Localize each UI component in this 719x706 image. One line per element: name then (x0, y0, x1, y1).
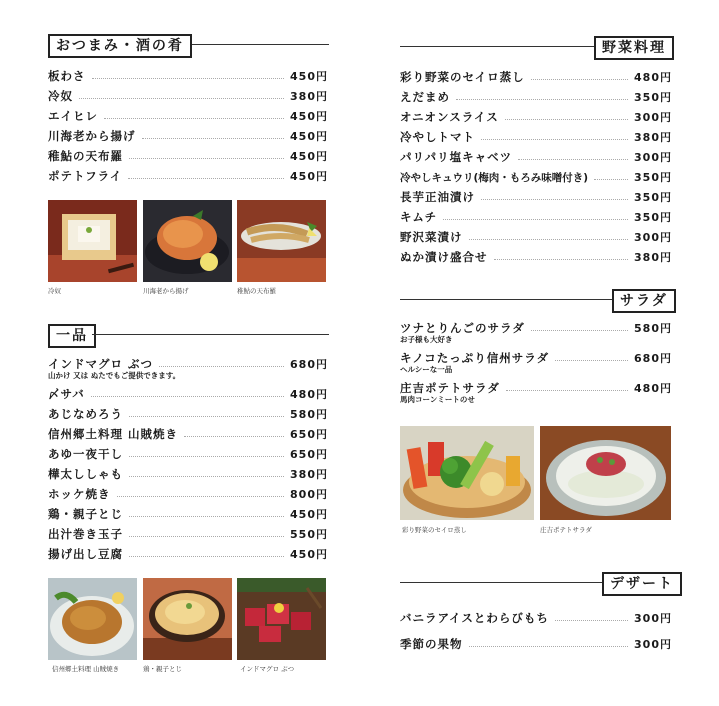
item-price: 650円 (290, 448, 328, 461)
dot-leader (531, 79, 628, 80)
photo-caption: 信州郷土料理 山賊焼き (52, 665, 120, 673)
menu-item (48, 464, 328, 484)
ippin-menu (48, 354, 328, 564)
item-price: 380円 (634, 251, 672, 264)
dot-leader (481, 199, 628, 200)
dot-leader (117, 496, 285, 497)
item-name: ぬか漬け盛合せ (400, 250, 488, 264)
item-name: ツナとりんごのサラダ (400, 321, 525, 335)
item-price: 350円 (634, 171, 672, 184)
item-price: 680円 (634, 352, 672, 365)
photo-caption: 庄吉ポテトサラダ (540, 526, 592, 534)
item-price: 800円 (290, 488, 328, 501)
menu-item (400, 187, 672, 207)
item-name: 野沢菜漬け (400, 230, 463, 244)
menu-item (400, 67, 672, 87)
dot-leader (456, 99, 628, 100)
photo-maguro-butsu (237, 578, 326, 660)
dot-leader (531, 330, 628, 331)
menu-item (48, 404, 328, 424)
item-name: キノコたっぷり信州サラダ (400, 351, 550, 365)
item-name: えだまめ (400, 90, 450, 104)
item-name: 出汁巻き玉子 (48, 527, 123, 541)
item-price: 450円 (290, 70, 328, 83)
dot-leader (506, 390, 628, 391)
yasai-menu (400, 67, 672, 267)
item-price: 450円 (290, 130, 328, 143)
section-title-otsumami: おつまみ・酒の肴 (48, 34, 192, 58)
dot-leader (555, 360, 628, 361)
menu-item (48, 484, 328, 504)
item-name: 板わさ (48, 69, 86, 83)
section-rule-otsumami (192, 44, 329, 45)
dot-leader (494, 259, 629, 260)
item-price: 680円 (290, 358, 328, 371)
item-name: ポテトフライ (48, 169, 123, 183)
item-name: 信州郷土料理 山賊焼き (48, 427, 179, 441)
item-name: 鶏・親子とじ (48, 507, 123, 521)
menu-item (48, 126, 328, 146)
dot-leader (184, 436, 284, 437)
item-price: 480円 (634, 71, 672, 84)
item-price: 580円 (290, 408, 328, 421)
photo-caption: 稚鮎の天布羅 (237, 287, 276, 295)
item-note: お子様も大好き (400, 335, 453, 344)
menu-item (48, 354, 328, 384)
item-name: 季節の果物 (400, 637, 463, 651)
item-note: ヘルシーな一品 (400, 365, 453, 374)
item-name: ホッケ焼き (48, 487, 111, 501)
dot-leader (129, 158, 284, 159)
dot-leader (128, 178, 284, 179)
menu-item (400, 631, 672, 657)
item-name: バニラアイスとわらびもち (400, 611, 549, 625)
item-price: 300円 (634, 111, 672, 124)
dot-leader (129, 536, 284, 537)
item-price: 580円 (634, 322, 672, 335)
dot-leader (104, 118, 284, 119)
menu-item (48, 444, 328, 464)
menu-item (48, 166, 328, 186)
photo-ayu-tempura (237, 200, 326, 282)
menu-item (48, 86, 328, 106)
item-price: 480円 (290, 388, 328, 401)
menu-item (400, 127, 672, 147)
dot-leader (159, 366, 284, 367)
section-rule-ippin (92, 334, 329, 335)
item-name: インドマグロ ぶつ (48, 357, 154, 371)
dot-leader (91, 396, 284, 397)
menu-item (400, 227, 672, 247)
menu-item (48, 384, 328, 404)
item-price: 450円 (290, 110, 328, 123)
item-name: 庄吉ポテトサラダ (400, 381, 500, 395)
item-price: 550円 (290, 528, 328, 541)
item-name: 〆サバ (48, 387, 85, 401)
dot-leader (443, 219, 628, 220)
section-rule-salad (400, 299, 612, 300)
item-price: 300円 (634, 151, 672, 164)
menu-item (48, 146, 328, 166)
otsumami-menu (48, 66, 328, 186)
item-note: 馬肉コーンミートのせ (400, 395, 475, 404)
item-price: 380円 (290, 90, 328, 103)
photo-hiyayakko (48, 200, 137, 282)
dot-leader (129, 476, 284, 477)
item-price: 650円 (290, 428, 328, 441)
item-note: 山かけ 又は ぬたでもご提供できます。 (48, 371, 181, 380)
dot-leader (594, 179, 628, 180)
dot-leader (129, 556, 284, 557)
menu-item (48, 544, 328, 564)
dot-leader (129, 516, 284, 517)
item-price: 350円 (634, 191, 672, 204)
photo-caption: インドマグロ ぶつ (240, 665, 295, 673)
item-name: キムチ (400, 210, 438, 224)
section-title-ippin: 一品 (48, 324, 96, 348)
item-name: あゆ一夜干し (48, 447, 123, 461)
menu-item (400, 318, 672, 348)
menu-item (400, 107, 672, 127)
menu-item (400, 167, 672, 187)
item-price: 350円 (634, 91, 672, 104)
dot-leader (142, 138, 285, 139)
item-name: 揚げ出し豆腐 (48, 547, 123, 561)
item-name: 冷やしトマト (400, 130, 475, 144)
dessert-menu (400, 605, 672, 657)
dot-leader (79, 98, 284, 99)
section-title-salad: サラダ (612, 289, 676, 313)
photo-caption: 鶏・親子とじ (143, 665, 182, 673)
menu-item (48, 66, 328, 86)
salad-menu (400, 318, 672, 408)
photo-caption: 彩り野菜のセイロ蒸し (402, 526, 467, 534)
menu-item (400, 87, 672, 107)
item-name: パリパリ塩キャベツ (400, 150, 513, 164)
item-name: 川海老から揚げ (48, 129, 136, 143)
menu-item (400, 378, 672, 408)
item-name: あじなめろう (48, 407, 123, 421)
item-name: 長芋正油漬け (400, 190, 475, 204)
dot-leader (129, 416, 284, 417)
item-name: 冷奴 (48, 89, 73, 103)
menu-item (400, 247, 672, 267)
photo-sanzokuyaki (48, 578, 137, 660)
menu-item (400, 605, 672, 631)
photo-kawaebi (143, 200, 232, 282)
item-price: 350円 (634, 211, 672, 224)
section-rule-yasai (400, 46, 594, 47)
item-price: 480円 (634, 382, 672, 395)
section-title-dessert: デザート (602, 572, 682, 596)
item-price: 450円 (290, 170, 328, 183)
dot-leader (469, 646, 629, 647)
item-name: 稚鮎の天布羅 (48, 149, 123, 163)
item-price: 300円 (634, 231, 672, 244)
item-price: 380円 (634, 131, 672, 144)
photo-caption: 川海老から揚げ (143, 287, 189, 295)
menu-item (48, 106, 328, 126)
dot-leader (92, 78, 285, 79)
menu-item (48, 424, 328, 444)
menu-item (400, 348, 672, 378)
menu-item (48, 524, 328, 544)
item-name: オニオンスライス (400, 110, 499, 124)
item-name: エイヒレ (48, 109, 98, 123)
photo-caption: 冷奴 (48, 287, 61, 295)
item-price: 450円 (290, 150, 328, 163)
item-price: 300円 (634, 638, 672, 651)
dot-leader (555, 620, 628, 621)
item-name: 彩り野菜のセイロ蒸し (400, 70, 525, 84)
photo-potato-salad (540, 426, 671, 520)
menu-item (400, 207, 672, 227)
dot-leader (481, 139, 628, 140)
dot-leader (518, 159, 628, 160)
item-name: 冷やしキュウリ(梅肉・もろみ味噌付き) (400, 171, 589, 184)
photo-oyako-toji (143, 578, 232, 660)
item-name: 樺太ししゃも (48, 467, 123, 481)
section-rule-dessert (400, 582, 602, 583)
dot-leader (129, 456, 284, 457)
item-price: 380円 (290, 468, 328, 481)
menu-item (400, 147, 672, 167)
menu-item (48, 504, 328, 524)
section-title-yasai: 野菜料理 (594, 36, 674, 60)
dot-leader (469, 239, 629, 240)
item-price: 450円 (290, 508, 328, 521)
item-price: 450円 (290, 548, 328, 561)
dot-leader (505, 119, 628, 120)
photo-seiro-mushi (400, 426, 534, 520)
item-price: 300円 (634, 612, 672, 625)
